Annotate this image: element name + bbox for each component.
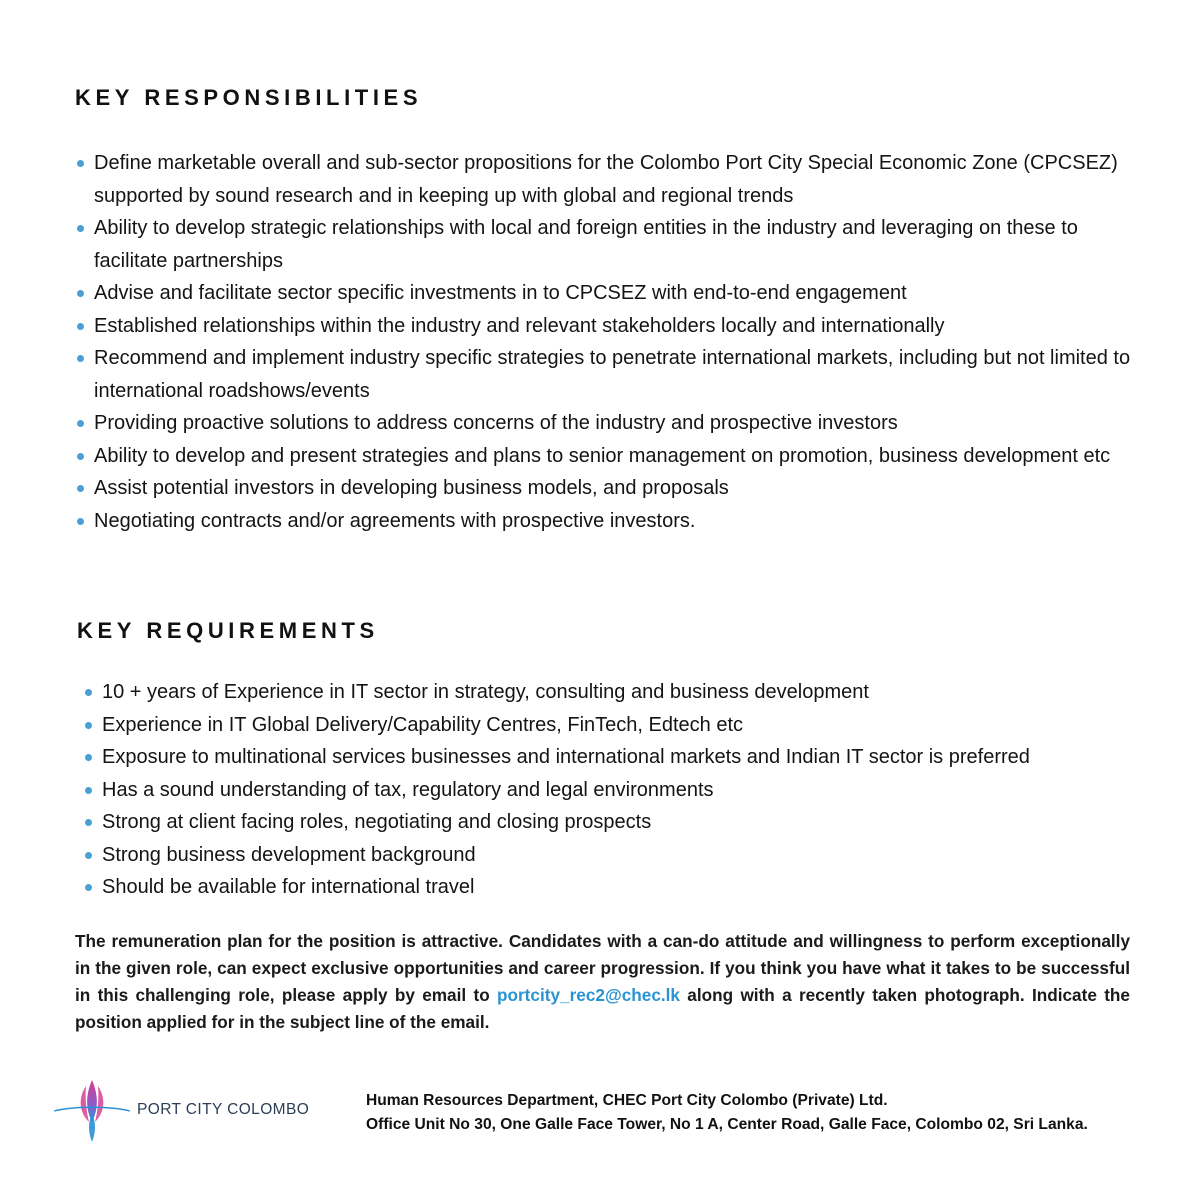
list-item-text: Established relationships within the industry and relevant stakeholders locally and internationally — [94, 314, 945, 337]
bullet-icon — [77, 355, 84, 362]
bullet-icon — [77, 290, 84, 297]
bullet-icon — [77, 323, 84, 330]
list-item — [77, 212, 1137, 277]
list-item — [77, 147, 1137, 212]
list-item-text: Has a sound understanding of tax, regulatory and legal environments — [102, 778, 714, 801]
list-item — [77, 277, 1137, 310]
bullet-icon — [77, 160, 84, 167]
email-link[interactable]: portcity_rec2@chec.lk — [497, 985, 680, 1005]
list-item-text: 10 + years of Experience in IT sector in strategy, consulting and business development — [102, 681, 869, 703]
logo-wordmark: PORT CITY COLOMBO — [137, 1101, 310, 1118]
list-item — [77, 505, 1137, 538]
requirements-list — [85, 676, 1145, 904]
list-item — [77, 440, 1137, 473]
requirements-heading: KEY REQUIREMENTS — [77, 618, 379, 643]
port-city-colombo-logo — [52, 1078, 322, 1144]
list-item — [77, 472, 1137, 505]
list-item — [85, 709, 1145, 742]
list-item-text: Strong at client facing roles, negotiating and closing prospects — [102, 811, 652, 833]
list-item — [85, 741, 1145, 774]
bullet-icon — [77, 225, 84, 232]
list-item — [77, 342, 1137, 407]
bullet-icon — [85, 689, 92, 696]
port-city-logo-icon — [52, 1078, 132, 1144]
list-item-text: Negotiating contracts and/or agreements with prospective investors. — [94, 509, 696, 532]
list-item-text: Experience in IT Global Delivery/Capability Centres, FinTech, Edtech etc — [102, 713, 744, 736]
list-item-text: Strong business development background — [102, 843, 476, 866]
bullet-icon — [85, 819, 92, 826]
bullet-icon — [77, 485, 84, 492]
bullet-icon — [85, 884, 92, 891]
list-item — [77, 407, 1137, 440]
bullet-icon — [85, 787, 92, 794]
list-item — [85, 839, 1145, 872]
list-item-text: Exposure to multinational services businesses and international markets and Indian IT sector is preferred — [102, 746, 1030, 768]
bullet-icon — [77, 518, 84, 525]
list-item — [85, 806, 1145, 839]
list-item — [77, 310, 1137, 343]
list-item-text: Providing proactive solutions to address concerns of the industry and prospective investors — [94, 412, 898, 434]
address-line-1: Human Resources Department, CHEC Port City Colombo (Private) Ltd. — [366, 1092, 888, 1109]
list-item-text: Assist potential investors in developing business models, and proposals — [94, 477, 729, 499]
list-item — [85, 871, 1145, 904]
closing-text-after: along with a recently taken photograph. — [680, 985, 1032, 1005]
address-line-2: Office Unit No 30, One Galle Face Tower, No 1 A, Center Road, Galle Face, Colombo 02, Sri Lanka. — [366, 1116, 1088, 1133]
list-item — [85, 676, 1145, 709]
bullet-icon — [85, 852, 92, 859]
responsibilities-list — [77, 147, 1137, 537]
list-item — [85, 774, 1145, 807]
bullet-icon — [77, 420, 84, 427]
bullet-icon — [85, 722, 92, 729]
list-item-text: Ability to develop strategic relationships with local and foreign entities in the industry and leveraging on these to facilitate partnerships — [94, 217, 1078, 272]
closing-text: The remuneration plan for the position is attractive. Candidates with a can-do attitude and willingness to perform exceptionally in the given role, can expect exclusive opportunities and career progression. If you think you have what it takes to be successful in this challenging role, please apply by email to — [75, 931, 1130, 1005]
list-item-text: Recommend and implement industry specific strategies to penetrate international markets, including but not limited to international roadshows/events — [94, 347, 1131, 402]
bullet-icon — [85, 754, 92, 761]
bullet-icon — [77, 453, 84, 460]
list-item-text: Advise and facilitate sector specific investments in to CPCSEZ with end-to-end engagement — [94, 282, 907, 304]
list-item-text: Ability to develop and present strategies and plans to senior management on promotion, business development etc — [94, 444, 1111, 467]
company-address — [366, 1089, 1166, 1137]
responsibilities-heading: KEY RESPONSIBILITIES — [75, 85, 423, 110]
list-item-text: Should be available for international travel — [102, 876, 475, 898]
closing-paragraph — [75, 928, 1130, 1036]
closing-emphasis: Indicate the position applied for in the subject line of the email. — [75, 985, 1130, 1032]
list-item-text: Define marketable overall and sub-sector propositions for the Colombo Port City Special Economic Zone (CPCSEZ) supported by sound research and in keeping up with global and regional trends — [94, 152, 1118, 207]
